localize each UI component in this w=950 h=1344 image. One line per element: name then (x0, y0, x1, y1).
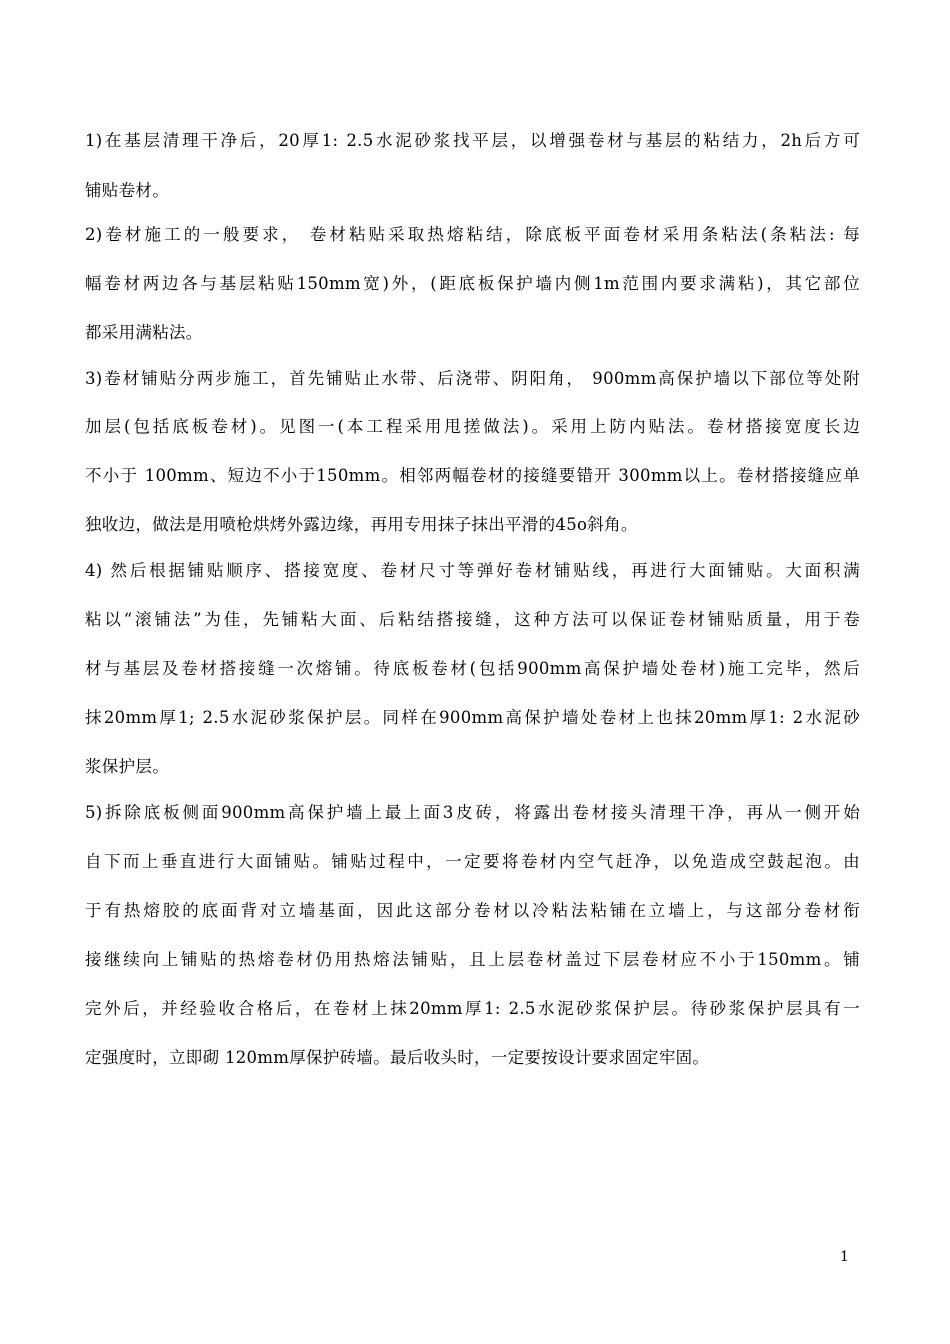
paragraph-4-line-5: 浆保护层。 (85, 757, 169, 776)
paragraph-3-line-4: 独收边，做法是用喷枪烘烤外露边缘，再用专用抹子抹出平滑的45o斜角。 (85, 515, 638, 534)
paragraph-3-line-2: 加层(包括底板卷材)。见图一(本工程采用甩搓做法)。采用上防内贴法。卷材搭接宽度长边 (85, 417, 860, 436)
paragraph-1-line-1: 1)在基层清理干净后，20厚1: 2.5水泥砂浆找平层，以增强卷材与基层的粘结力，2h后方可 (85, 131, 860, 150)
paragraph-2-line-1: 2)卷材施工的一般要求， 卷材粘贴采取热熔粘结，除底板平面卷材采用条粘法(条粘法: 每 (85, 225, 860, 244)
paragraph-5-line-1: 5)拆除底板侧面900mm高保护墙上最上面3皮砖，将露出卷材接头清理干净，再从一侧开始 (85, 803, 860, 822)
paragraph-3-line-1: 3)卷材铺贴分两步施工，首先铺贴止水带、后浇带、阴阳角， 900mm高保护墙以下部位等处附 (85, 369, 860, 388)
paragraph-5-line-5: 完外后，并经验收合格后，在卷材上抹20mm厚1: 2.5水泥砂浆保护层。待砂浆保护层具有一 (85, 999, 860, 1018)
paragraph-4-line-4: 抹20mm厚1; 2.5水泥砂浆保护层。同样在900mm高保护墙处卷材上也抹20mm厚1: 2水泥砂 (85, 708, 860, 727)
page-number: 1 (840, 1249, 849, 1265)
paragraph-4-line-1: 4) 然后根据铺贴顺序、搭接宽度、卷材尺寸等弹好卷材铺贴线，再进行大面铺贴。大面积满 (85, 561, 860, 580)
paragraph-2-line-3: 都采用满粘法。 (85, 323, 203, 342)
paragraph-5-line-6: 定强度时，立即砌 120mm厚保护砖墙。最后收头时，一定要按设计要求固定牢固。 (85, 1048, 710, 1067)
paragraph-4-line-2: 粘以“滚铺法”为佳，先铺粘大面、后粘结搭接缝，这种方法可以保证卷材铺贴质量，用于卷 (85, 610, 860, 629)
paragraph-5-line-2: 自下而上垂直进行大面铺贴。铺贴过程中，一定要将卷材内空气赶净，以免造成空鼓起泡。由 (85, 852, 860, 871)
paragraph-5-line-4: 接继续向上铺贴的热熔卷材仍用热熔法铺贴，且上层卷材盖过下层卷材应不小于150mm。铺 (85, 950, 860, 969)
paragraph-3-line-3: 不小于 100mm、短边不小于150mm。相邻两幅卷材的接缝要错开 300mm以上。卷材搭接缝应单 (85, 466, 860, 485)
paragraph-5-line-3: 于有热熔胶的底面背对立墙基面，因此这部分卷材以冷粘法粘铺在立墙上，与这部分卷材衔 (85, 901, 860, 920)
paragraph-4-line-3: 材与基层及卷材搭接缝一次熔铺。待底板卷材(包括900mm高保护墙处卷材)施工完毕，然后 (85, 659, 860, 678)
paragraph-1-line-2: 铺贴卷材。 (85, 181, 169, 200)
paragraph-2-line-2: 幅卷材两边各与基层粘贴150mm宽)外，(距底板保护墙内侧1m范围内要求满粘)，其它部位 (85, 274, 860, 293)
